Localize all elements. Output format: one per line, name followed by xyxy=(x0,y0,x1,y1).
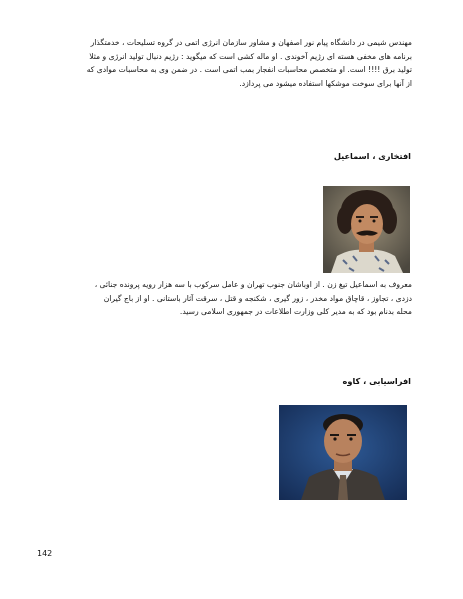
paragraph-line: محله بدنام بود که به مدیر کلی وزارت اطلاعات در جمهوری اسلامی رسید. xyxy=(179,307,412,316)
biography-paragraph-2 xyxy=(46,278,412,319)
portrait-photo-1 xyxy=(323,186,410,273)
paragraph-line: برنامه های مخفی هسته ای رژیم آخوندی . او ماله کشی است که میگوید : رژیم دنبال تولید انرژی و مثلا xyxy=(89,51,412,61)
person-name-heading-2: افراسیابی ، کاوه xyxy=(342,376,411,386)
portrait-photo-icon xyxy=(323,186,410,273)
paragraph-line: تولید برق !!!! است. او متخصص محاسبات انفجار بمب اتمی است . در ضمن وی به محاسبات موادی که xyxy=(86,65,412,74)
paragraph-line: مهندس شیمی در دانشگاه پیام نور اصفهان و مشاور سازمان انرژی اتمی در گروه تسلیحات ، خدمتگذار xyxy=(90,38,412,47)
paragraph-line: معروف به اسماعیل تیغ زن . از اوباشان جنوب تهران و عامل سرکوب با سه هزار رویه پرونده جنائی ، xyxy=(94,280,412,289)
person-name-heading-1: افتخاری ، اسماعیل xyxy=(333,151,411,161)
page-number: 142 xyxy=(37,549,53,558)
paragraph-line: دزدی ، تجاوز ، قاچاق مواد مخدر ، زور گیری ، شکنجه و قتل ، سرقت آثار باستانی . او از باج گیران xyxy=(103,293,412,303)
biography-paragraph-1 xyxy=(46,36,412,90)
paragraph-line: از آنها برای سوخت موشکها استفاده میشود می پردازد. xyxy=(239,78,412,88)
portrait-photo-icon xyxy=(279,405,407,500)
portrait-photo-2 xyxy=(279,405,407,500)
